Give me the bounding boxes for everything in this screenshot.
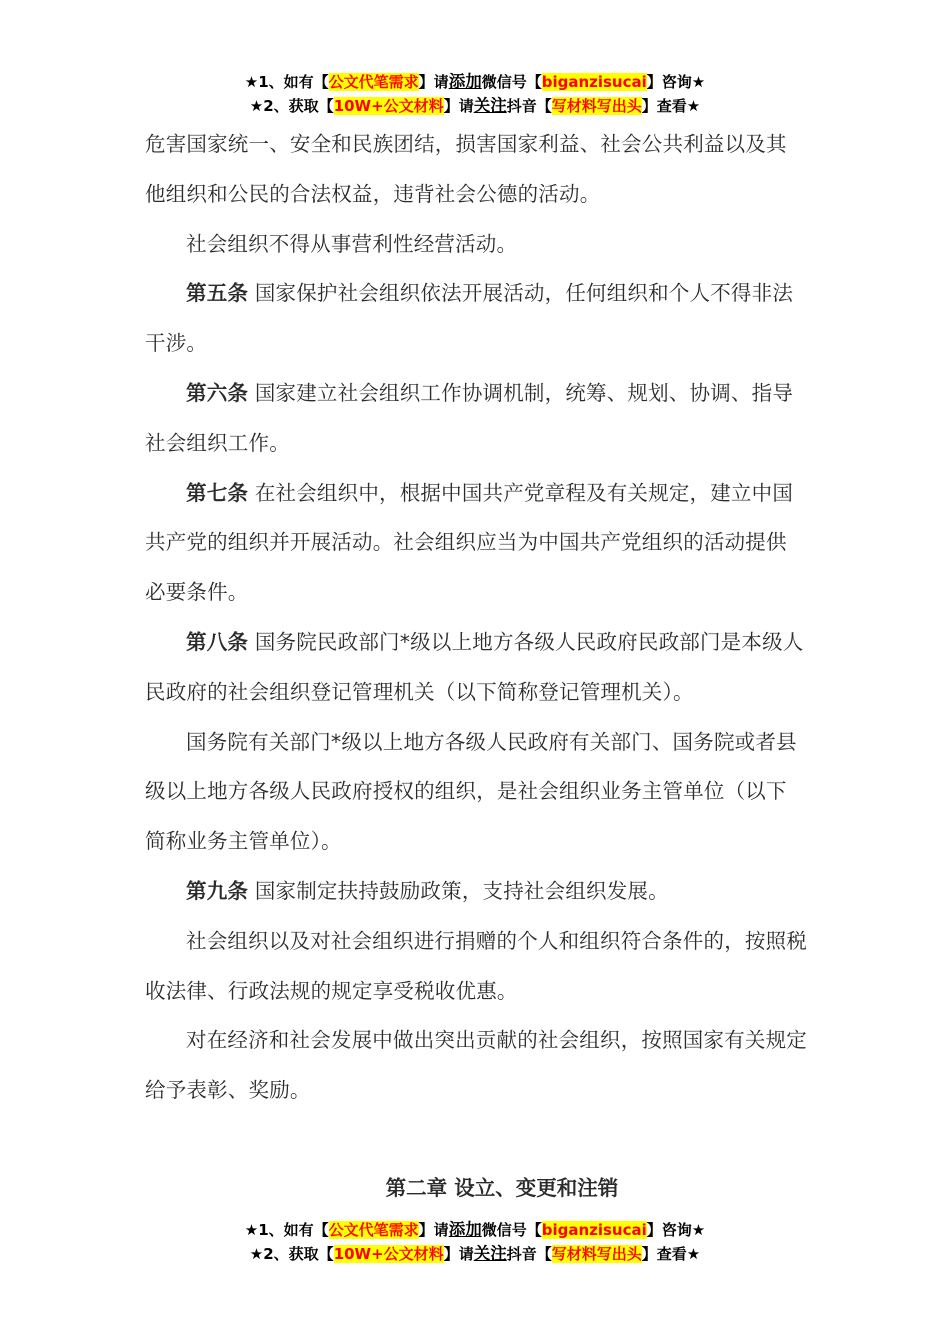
- promo-text: ★2、获取【: [249, 97, 334, 115]
- article-paragraph: [145, 269, 807, 369]
- promo-highlight: 10W+公文材料: [333, 1245, 444, 1263]
- promo-wechat-id: biganzisucai: [541, 1221, 647, 1239]
- promo-underline: 关注: [473, 1244, 507, 1263]
- promo-underline: 添加: [448, 72, 482, 91]
- paragraph: 社会组织不得从事营利性经营活动。: [186, 231, 518, 256]
- promo-douyin-id: 写材料写出头: [551, 1245, 642, 1263]
- promo-text: ★2、获取【: [249, 1245, 334, 1263]
- promo-text: 抖音【: [506, 1245, 552, 1263]
- promo-wechat-id: biganzisucai: [541, 73, 647, 91]
- promo-text: 】请: [443, 1245, 474, 1263]
- article-number: 第六条: [186, 380, 249, 405]
- chapter-title: 第二章 设立、变更和注销: [385, 1176, 619, 1200]
- promo-text: ★1、如有【: [244, 1221, 329, 1239]
- promo-banner-top: [0, 70, 950, 118]
- promo-highlight: 公文代笔需求: [328, 73, 419, 91]
- promo-text: 】请: [443, 97, 474, 115]
- promo-highlight: 10W+公文材料: [333, 97, 444, 115]
- article-text: 国务院民政部门*级以上地方各级人民政府民政部门是本级人民政府的社会组织登记管理机关（以下简称登记管理机关）。: [145, 629, 804, 704]
- article-number: 第八条: [186, 629, 249, 654]
- promo-underline: 添加: [448, 1220, 482, 1239]
- paragraph: 社会组织以及对社会组织进行捐赠的个人和组织符合条件的，按照税收法律、行政法规的规定享受税收优惠。: [145, 928, 807, 1003]
- article-number: 第五条: [186, 281, 249, 306]
- paragraph: 危害国家统一、安全和民族团结，损害国家利益、社会公共利益以及其他组织和公民的合法权益，违背社会公德的活动。: [145, 132, 787, 206]
- article-text: 国家制定扶持鼓励政策，支持社会组织发展。: [248, 878, 669, 903]
- promo-line-1: [0, 1218, 950, 1242]
- article-text: 国家建立社会组织工作协调机制，统筹、规划、协调、指导社会组织工作。: [145, 380, 794, 455]
- promo-highlight: 公文代笔需求: [328, 1221, 419, 1239]
- promo-line-1: [0, 70, 950, 94]
- promo-text: 】咨询★: [646, 1221, 706, 1239]
- promo-text: 微信号【: [481, 1221, 542, 1239]
- promo-text: 】请: [418, 73, 449, 91]
- document-body: [145, 120, 807, 1116]
- article-paragraph: [145, 867, 807, 917]
- promo-text: 】咨询★: [646, 73, 706, 91]
- promo-text: ★1、如有【: [244, 73, 329, 91]
- paragraph: 国务院有关部门*级以上地方各级人民政府有关部门、国务院或者县级以上地方各级人民政府授权的组织，是社会组织业务主管单位（以下简称业务主管单位）。: [145, 729, 797, 854]
- promo-underline: 关注: [473, 96, 507, 115]
- promo-line-2: [0, 94, 950, 118]
- article-paragraph: [145, 369, 807, 469]
- article-paragraph: [145, 469, 807, 618]
- article-text: 国家保护社会组织依法开展活动，任何组织和个人不得非法干涉。: [145, 281, 794, 356]
- promo-text: 】查看★: [641, 1245, 701, 1263]
- article-number: 第九条: [186, 878, 249, 903]
- promo-text: 】查看★: [641, 97, 701, 115]
- promo-douyin-id: 写材料写出头: [551, 97, 642, 115]
- article-paragraph: [145, 618, 807, 718]
- article-number: 第七条: [186, 480, 249, 505]
- promo-text: 】请: [418, 1221, 449, 1239]
- promo-banner-bottom: [0, 1218, 950, 1266]
- promo-text: 微信号【: [481, 73, 542, 91]
- article-text: 在社会组织中，根据中国共产党章程及有关规定，建立中国共产党的组织并开展活动。社会组织应当为中国共产党组织的活动提供必要条件。: [145, 480, 794, 605]
- paragraph: 对在经济和社会发展中做出突出贡献的社会组织，按照国家有关规定给予表彰、奖励。: [145, 1028, 807, 1103]
- promo-text: 抖音【: [506, 97, 552, 115]
- promo-line-2: [0, 1242, 950, 1266]
